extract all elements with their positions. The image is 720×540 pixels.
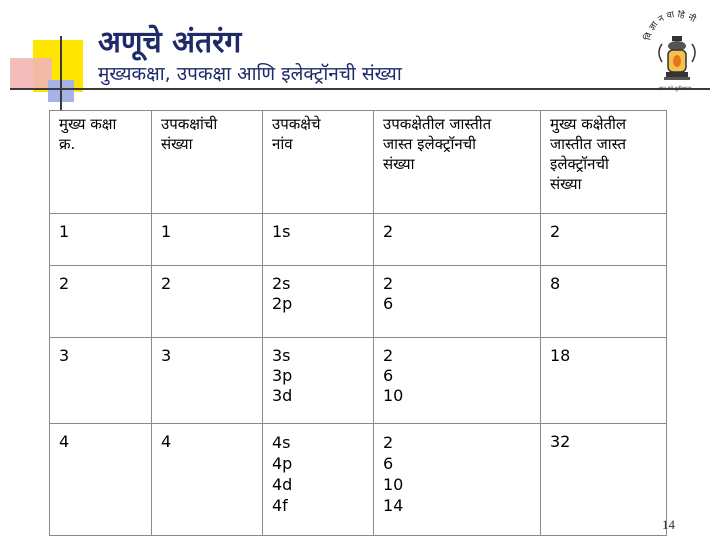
header-text: संख्या xyxy=(161,135,193,153)
shell-number-cell: 3 xyxy=(50,338,152,424)
subshell-electrons-cell xyxy=(374,266,541,338)
header-text: जास्त इलेक्ट्रॉनची xyxy=(383,135,477,153)
subshell-name: 2s xyxy=(272,274,291,293)
subshell-electrons: 10 xyxy=(383,386,404,405)
header-cell xyxy=(152,111,263,214)
decor-horizontal-line xyxy=(10,88,710,90)
subshell-name: 4d xyxy=(272,475,293,494)
header-text: मुख्य कक्षेतील xyxy=(550,115,627,133)
table-row xyxy=(50,214,667,266)
shell-number-cell: 2 xyxy=(50,266,152,338)
logo-caption: ज्ञान गंगे पुढीशाळा xyxy=(658,86,692,92)
slide-title: अणूचे अंतरंग xyxy=(98,25,242,60)
subshell-electrons: 10 xyxy=(383,475,404,494)
shell-number-cell: 1 xyxy=(50,214,152,266)
table-row xyxy=(50,424,667,536)
shell-max-cell: 32 xyxy=(541,424,667,536)
decor-vertical-line xyxy=(60,36,62,111)
subshell-electrons: 2 xyxy=(383,346,394,365)
header-text: संख्या xyxy=(550,175,582,193)
table-row xyxy=(50,338,667,424)
table-row xyxy=(50,266,667,338)
subshell-count-cell: 1 xyxy=(152,214,263,266)
subshell-electrons: 14 xyxy=(383,496,404,515)
subshell-names-cell xyxy=(263,424,374,536)
subshell-names-cell xyxy=(263,338,374,424)
header-cell xyxy=(263,111,374,214)
subshell-name: 3p xyxy=(272,366,293,385)
header-text: जास्तीत जास्त xyxy=(550,135,627,153)
subshell-names-cell xyxy=(263,266,374,338)
subshell-electrons: 2 xyxy=(383,274,394,293)
slide-subtitle: मुख्यकक्षा, उपकक्षा आणि इलेक्ट्रॉनची संख्या xyxy=(98,63,402,85)
shell-max-cell: 8 xyxy=(541,266,667,338)
subshell-count-cell: 2 xyxy=(152,266,263,338)
header-text: क्र. xyxy=(59,135,76,153)
subshell-name: 1s xyxy=(272,222,291,241)
subshell-name: 3d xyxy=(272,386,293,405)
table-header-row xyxy=(50,111,667,214)
subshell-name: 2p xyxy=(272,294,293,313)
header-cell xyxy=(374,111,541,214)
decor-square-red xyxy=(10,58,52,88)
subshell-electrons: 2 xyxy=(383,222,394,241)
subshell-name: 4f xyxy=(272,496,288,515)
subshell-count-cell: 3 xyxy=(152,338,263,424)
subshell-electrons-cell xyxy=(374,338,541,424)
header-text: उपकक्षेतील जास्तीत xyxy=(383,115,492,133)
page-number: 14 xyxy=(662,517,675,532)
subshell-name: 4p xyxy=(272,454,293,473)
shell-max-cell: 18 xyxy=(541,338,667,424)
subshell-name: 3s xyxy=(272,346,291,365)
header-cell xyxy=(541,111,667,214)
shell-number-cell: 4 xyxy=(50,424,152,536)
subshell-electrons-cell xyxy=(374,214,541,266)
shell-max-cell: 2 xyxy=(541,214,667,266)
subshell-electrons: 2 xyxy=(383,433,394,452)
header-text: नांव xyxy=(272,135,293,153)
electron-shell-table xyxy=(49,110,667,536)
svg-text:वि ज्ञा न वा हि नी xyxy=(642,10,699,41)
header-text: उपकक्षेचे xyxy=(272,115,321,133)
subshell-electrons-cell xyxy=(374,424,541,536)
subshell-name: 4s xyxy=(272,433,291,452)
lantern-logo-icon xyxy=(642,10,712,92)
header-cell xyxy=(50,111,152,214)
subshell-count-cell: 4 xyxy=(152,424,263,536)
header-text: उपकक्षांची xyxy=(161,115,218,133)
logo-arc-text: वि ज्ञा न वा हि नी xyxy=(643,10,698,42)
header-text: संख्या xyxy=(383,155,415,173)
header-text: इलेक्ट्रॉनची xyxy=(550,155,609,173)
subshell-electrons: 6 xyxy=(383,454,394,473)
subshell-names-cell xyxy=(263,214,374,266)
subshell-electrons: 6 xyxy=(383,294,394,313)
subshell-electrons: 6 xyxy=(383,366,394,385)
header-text: मुख्य कक्षा xyxy=(59,115,117,133)
